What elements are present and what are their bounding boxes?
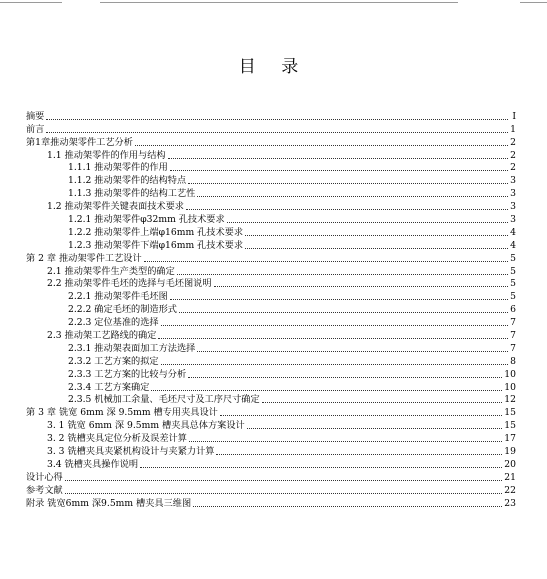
dot-leader xyxy=(177,274,508,275)
toc-entry[interactable] xyxy=(26,187,516,200)
toc-entry-page-number: 2 xyxy=(510,162,516,174)
toc-entry-page-number: 3 xyxy=(510,175,516,187)
toc-entry-title: 3. 2 铣槽夹具定位分析及误差计算 xyxy=(47,433,187,445)
toc-entry[interactable] xyxy=(26,445,516,458)
toc-entry-page-number: 15 xyxy=(504,407,516,419)
toc-entry[interactable] xyxy=(26,458,516,471)
toc-entry-title: 1.1.3 推动架零件的结构工艺性 xyxy=(68,188,196,200)
toc-entry[interactable] xyxy=(26,200,516,213)
toc-entry-page-number: 2 xyxy=(510,149,516,161)
dot-leader xyxy=(161,325,508,326)
dot-leader xyxy=(220,415,502,416)
dot-leader xyxy=(170,170,508,171)
toc-entry[interactable] xyxy=(26,381,516,394)
toc-entry-page-number: 5 xyxy=(510,265,516,277)
toc-entry[interactable] xyxy=(26,226,516,239)
toc-entry-page-number: 7 xyxy=(510,317,516,329)
toc-entry[interactable] xyxy=(26,342,516,355)
toc-entry[interactable] xyxy=(26,355,516,368)
dot-leader xyxy=(168,158,508,159)
dot-leader xyxy=(193,506,502,507)
toc-entry[interactable] xyxy=(26,110,516,123)
dot-leader xyxy=(189,441,502,442)
toc-entry-page-number: 20 xyxy=(504,458,516,470)
toc-entry-page-number: 5 xyxy=(510,278,516,290)
dot-leader xyxy=(247,428,503,429)
toc-entry-page-number: 8 xyxy=(510,355,516,367)
toc-entry[interactable] xyxy=(26,265,516,278)
toc-entry[interactable] xyxy=(26,136,516,149)
toc-entry-page-number: 12 xyxy=(504,394,516,406)
toc-entry-page-number: 23 xyxy=(504,497,516,509)
toc-entry-title: 1.1.2 推动架零件的结构特点 xyxy=(68,175,187,187)
toc-entry-page-number: 19 xyxy=(504,446,516,458)
dot-leader xyxy=(179,312,508,313)
toc-entry-page-number: 7 xyxy=(510,342,516,354)
toc-entry[interactable] xyxy=(26,174,516,187)
toc-entry-page-number: 3 xyxy=(510,188,516,200)
toc-entry-title: 设计心得 xyxy=(26,471,63,483)
toc-entry-title: 2.2 推动架零件毛坯的选择与毛坯图说明 xyxy=(47,278,212,290)
toc-entry-page-number: 4 xyxy=(510,226,516,238)
dot-leader xyxy=(170,299,508,300)
dot-leader xyxy=(245,235,508,236)
toc-entry[interactable] xyxy=(26,149,516,162)
toc-entry-page-number: 22 xyxy=(504,484,516,496)
toc-entry-title: 第 3 章 铣宽 6mm 深 9.5mm 槽专用夹具设计 xyxy=(26,407,218,419)
toc-entry[interactable] xyxy=(26,368,516,381)
dot-leader xyxy=(188,377,502,378)
toc-entry[interactable] xyxy=(26,252,516,265)
toc-entry-title: 摘要 xyxy=(26,110,45,122)
toc-entry-title: 参考文献 xyxy=(26,484,63,496)
toc-entry-title: 前言 xyxy=(26,123,45,135)
toc-entry-page-number: 3 xyxy=(510,201,516,213)
toc-entry-title: 3. 3 铣槽夹具夹紧机构设计与夹紧力计算 xyxy=(47,446,215,458)
dot-leader xyxy=(161,364,508,365)
page-title: 目 录 xyxy=(238,57,309,77)
toc-entry-page-number: 5 xyxy=(510,291,516,303)
dot-leader xyxy=(214,286,508,287)
dot-leader xyxy=(188,183,508,184)
toc-entry[interactable] xyxy=(26,278,516,291)
dot-leader xyxy=(245,248,508,249)
toc-entry-page-number: 4 xyxy=(510,239,516,251)
toc-entry-page-number: 3 xyxy=(510,214,516,226)
toc-entry-title: 2.1 推动架零件生产类型的确定 xyxy=(47,265,175,277)
toc-entry[interactable] xyxy=(26,162,516,175)
toc-entry-title: 1.2.1 推动架零件φ32mm 孔技术要求 xyxy=(68,214,225,226)
toc-entry-title: 3.4 铣槽夹具操作说明 xyxy=(47,458,139,470)
toc-entry-title: 1.2.2 推动架零件上端φ16mm 孔技术要求 xyxy=(68,226,244,238)
toc-entry-title: 第 2 章 推动架零件工艺设计 xyxy=(26,252,142,264)
dot-leader xyxy=(216,454,502,455)
dot-leader xyxy=(158,338,508,339)
dot-leader xyxy=(46,132,508,133)
toc-entry[interactable] xyxy=(26,471,516,484)
toc-entry-title: 2.3.4 工艺方案确定 xyxy=(68,381,150,393)
dot-leader xyxy=(46,119,508,120)
toc-entry-page-number: I xyxy=(512,110,516,122)
toc-entry-title: 1.2.3 推动架零件下端φ16mm 孔技术要求 xyxy=(68,239,244,251)
toc-entry[interactable] xyxy=(26,329,516,342)
dot-leader xyxy=(227,222,508,223)
toc-entry-title: 1.1 推动架零件的作用与结构 xyxy=(47,149,166,161)
toc-entry-title: 2.3.3 工艺方案的比较与分析 xyxy=(68,368,187,380)
toc-entry-page-number: 10 xyxy=(504,368,516,380)
toc-entry[interactable] xyxy=(26,290,516,303)
toc-entry-title: 3. 1 铣宽 6mm 深 9.5mm 槽夹具总体方案设计 xyxy=(47,420,245,432)
toc-entry[interactable] xyxy=(26,213,516,226)
toc-entry[interactable] xyxy=(26,419,516,432)
toc-entry[interactable] xyxy=(26,497,516,510)
toc-entry-title: 1.1.1 推动架零件的作用 xyxy=(68,162,168,174)
dot-leader xyxy=(197,351,508,352)
toc-entry[interactable] xyxy=(26,406,516,419)
dot-leader xyxy=(65,493,503,494)
toc-entry[interactable] xyxy=(26,303,516,316)
dot-leader xyxy=(262,402,503,403)
toc-entry-title: 2.3.5 机械加工余量、毛坯尺寸及工序尺寸确定 xyxy=(68,394,260,406)
toc-entry[interactable] xyxy=(26,316,516,329)
toc-entry-title: 第1章推动架零件工艺分析 xyxy=(26,136,133,148)
toc-entry-page-number: 17 xyxy=(504,433,516,445)
dot-leader xyxy=(65,480,503,481)
toc-entry-page-number: 21 xyxy=(504,471,516,483)
toc-entry-title: 1.2 推动架零件关键表面技术要求 xyxy=(47,201,184,213)
toc-entry-title: 2.2.3 定位基准的选择 xyxy=(68,317,159,329)
dot-leader xyxy=(186,209,508,210)
toc-entry-page-number: 1 xyxy=(510,123,516,135)
dot-leader xyxy=(144,261,508,262)
toc-entry[interactable] xyxy=(26,239,516,252)
dot-leader xyxy=(140,467,502,468)
toc-entry[interactable] xyxy=(26,432,516,445)
dot-leader xyxy=(151,390,502,391)
dot-leader xyxy=(135,145,508,146)
toc-entry-page-number: 6 xyxy=(510,304,516,316)
dot-leader xyxy=(197,196,508,197)
toc-entry[interactable] xyxy=(26,123,516,136)
toc-entry-title: 2.3.1 推动架表面加工方法选择 xyxy=(68,342,196,354)
toc-entry-title: 附录 铣宽6mm 深9.5mm 槽夹具三维图 xyxy=(26,497,192,509)
toc-entry-page-number: 7 xyxy=(510,330,516,342)
toc-entry-title: 2.3.2 工艺方案的拟定 xyxy=(68,355,159,367)
toc-entry-title: 2.2.2 确定毛坯的制造形式 xyxy=(68,304,177,316)
page-top-border xyxy=(0,0,547,6)
toc-entry-title: 2.3 推动架工艺路线的确定 xyxy=(47,330,157,342)
toc-entry-page-number: 2 xyxy=(510,136,516,148)
toc-entry-page-number: 15 xyxy=(504,420,516,432)
toc-entry-page-number: 10 xyxy=(504,381,516,393)
toc-entry-title: 2.2.1 推动架零件毛坯图 xyxy=(68,291,168,303)
table-of-contents xyxy=(26,110,516,510)
toc-entry[interactable] xyxy=(26,484,516,497)
toc-entry[interactable] xyxy=(26,394,516,407)
toc-entry-page-number: 5 xyxy=(510,252,516,264)
